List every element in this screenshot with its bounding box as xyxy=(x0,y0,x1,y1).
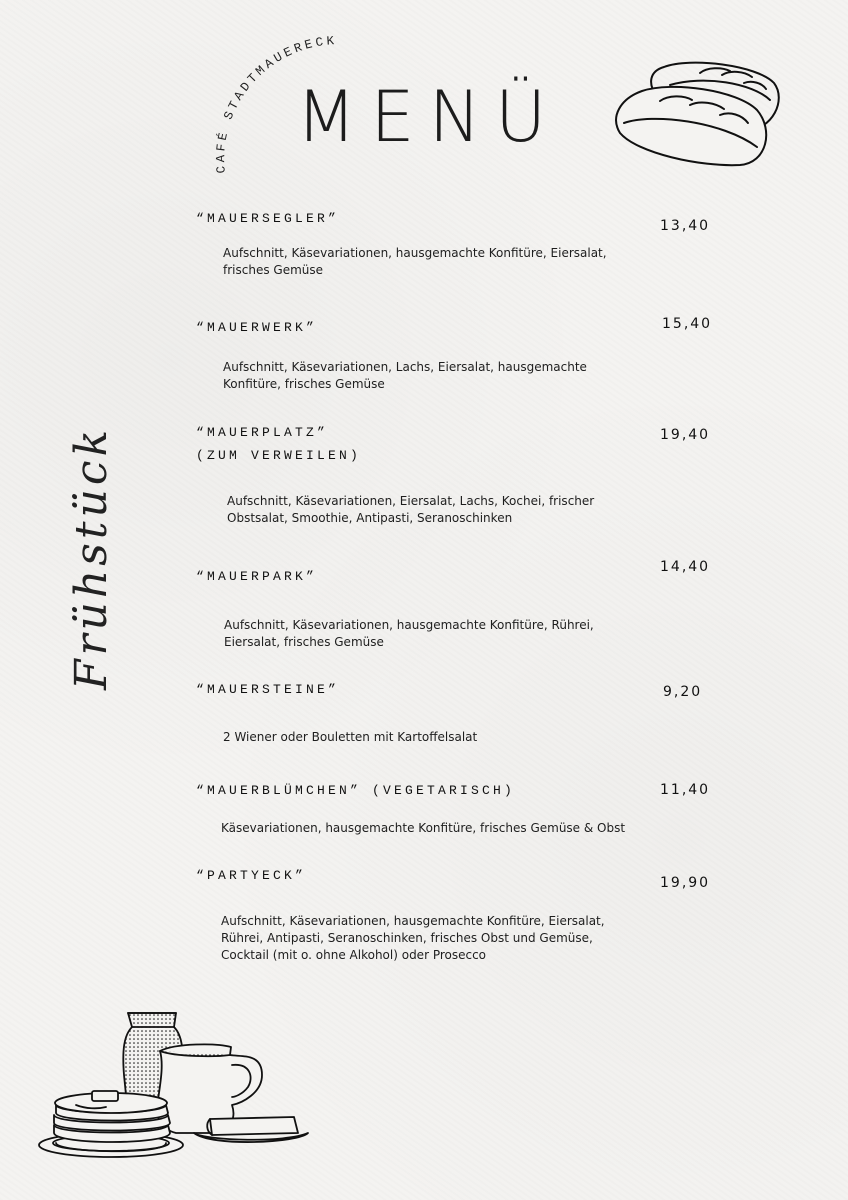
item-description: Käsevariationen, hausgemachte Konfitüre, frisches Gemüse & Obst xyxy=(221,821,626,835)
item-price: 13,40 xyxy=(660,218,711,234)
item-name: “MAUERPLATZ” xyxy=(196,425,329,440)
item-description: Aufschnitt, Käsevariationen, hausgemachte Konfitüre, Eiersalat, Rührei, Antipasti, Seranoschinken, frisches Obst und Gemüse, Cocktail (mit o. ohne Alkohol) oder Prosecco xyxy=(221,914,605,962)
bread-illustration xyxy=(612,55,787,170)
item-description: Aufschnitt, Käsevariationen, hausgemachte Konfitüre, Rührei, Eiersalat, frisches Gemüse xyxy=(224,618,594,649)
item-description: 2 Wiener oder Bouletten mit Kartoffelsalat xyxy=(223,730,478,744)
breakfast-illustration xyxy=(36,1005,316,1165)
item-description: Aufschnitt, Käsevariationen, Lachs, Eiersalat, hausgemachte Konfitüre, frisches Gemüse xyxy=(223,360,587,391)
item-name: “MAUERWERK” xyxy=(196,320,318,335)
item-name: “MAUERPARK” xyxy=(196,569,318,584)
item-price: 19,40 xyxy=(660,427,711,443)
item-price: 15,40 xyxy=(662,316,713,332)
item-name: “PARTYECK” xyxy=(196,868,307,883)
item-description: Aufschnitt, Käsevariationen, hausgemachte Konfitüre, Eiersalat, frisches Gemüse xyxy=(223,246,607,277)
item-price: 9,20 xyxy=(663,684,703,700)
item-description: Aufschnitt, Käsevariationen, Eiersalat, Lachs, Kochei, frischer Obstsalat, Smoothie, Antipasti, Seranoschinken xyxy=(227,494,595,525)
item-subname: (ZUM VERWEILEN) xyxy=(196,448,362,463)
item-price: 19,90 xyxy=(660,875,711,891)
item-name: “MAUERSTEINE” xyxy=(196,682,340,697)
item-price: 14,40 xyxy=(660,559,711,575)
section-label: Frühstück xyxy=(66,425,117,690)
item-name: “MAUERBLÜMCHEN” (VEGETARISCH) xyxy=(196,783,516,798)
item-name: “MAUERSEGLER” xyxy=(196,211,340,226)
page-title: MENÜ xyxy=(296,76,561,158)
cafe-name-text: CAFÉ STADTMAUERECK xyxy=(214,34,338,174)
item-price: 11,40 xyxy=(660,782,711,798)
